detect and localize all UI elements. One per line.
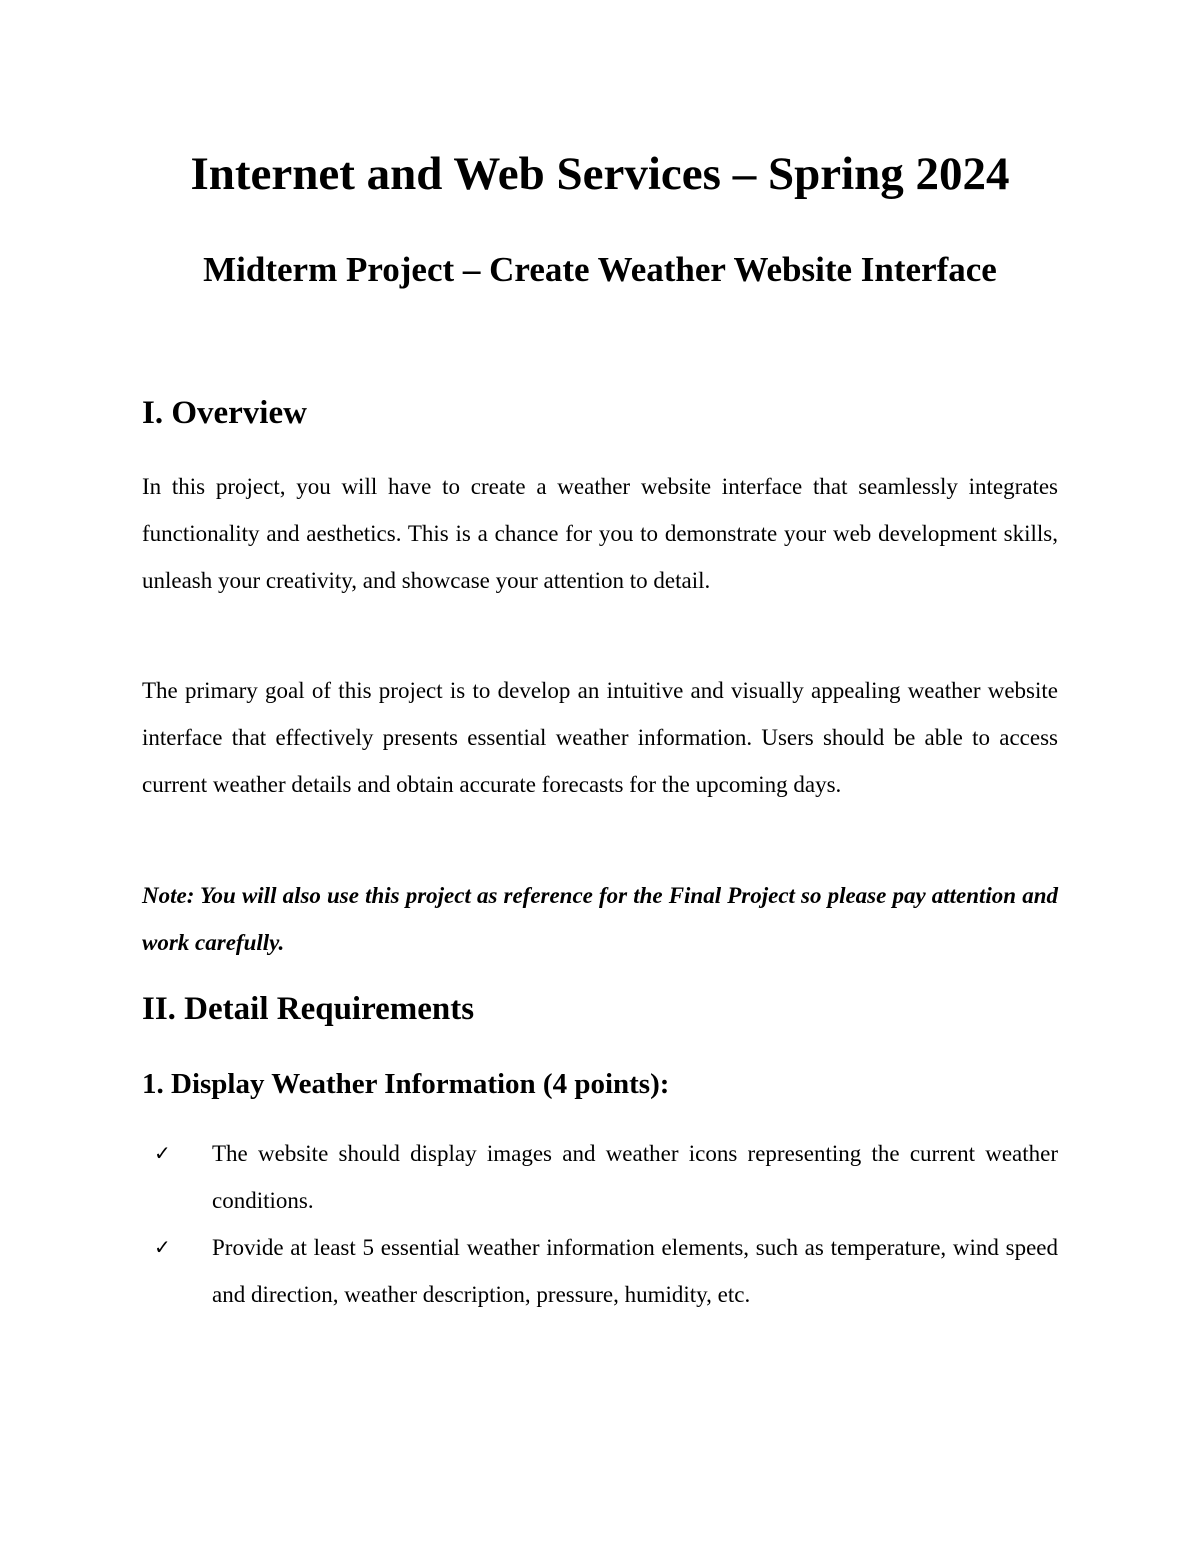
document-subtitle: Midterm Project – Create Weather Website Interface	[203, 250, 997, 289]
list-item	[142, 1130, 1058, 1224]
overview-heading: I. Overview	[142, 395, 307, 431]
requirements-heading: II. Detail Requirements	[142, 991, 475, 1027]
requirement-1-heading: 1. Display Weather Information (4 points):	[142, 1068, 670, 1100]
overview-note: Note: You will also use this project as reference for the Final Project so please pay attention and work carefully.	[142, 883, 1058, 955]
overview-paragraph-2: The primary goal of this project is to develop an intuitive and visually appealing weather website interface that effectively presents essential weather information. Users should be able to access current weather details and obtain accurate forecasts for the upcoming days.	[142, 678, 1058, 797]
list-item-text: Provide at least 5 essential weather information elements, such as temperature, wind speed and direction, weather description, pressure, humidity, etc.	[212, 1235, 1058, 1307]
document-title: Internet and Web Services – Spring 2024	[190, 148, 1010, 200]
check-icon: ✓	[154, 1141, 171, 1165]
check-icon: ✓	[154, 1235, 171, 1259]
overview-paragraph-1: In this project, you will have to create a weather website interface that seamlessly integrates functionality and aesthetics. This is a chance for you to demonstrate your web development skills, unleash your creativity, and showcase your attention to detail.	[142, 474, 1058, 593]
list-item	[142, 1224, 1058, 1318]
requirement-1-list	[142, 1130, 1058, 1318]
list-item-text: The website should display images and weather icons representing the current weather conditions.	[212, 1141, 1058, 1213]
